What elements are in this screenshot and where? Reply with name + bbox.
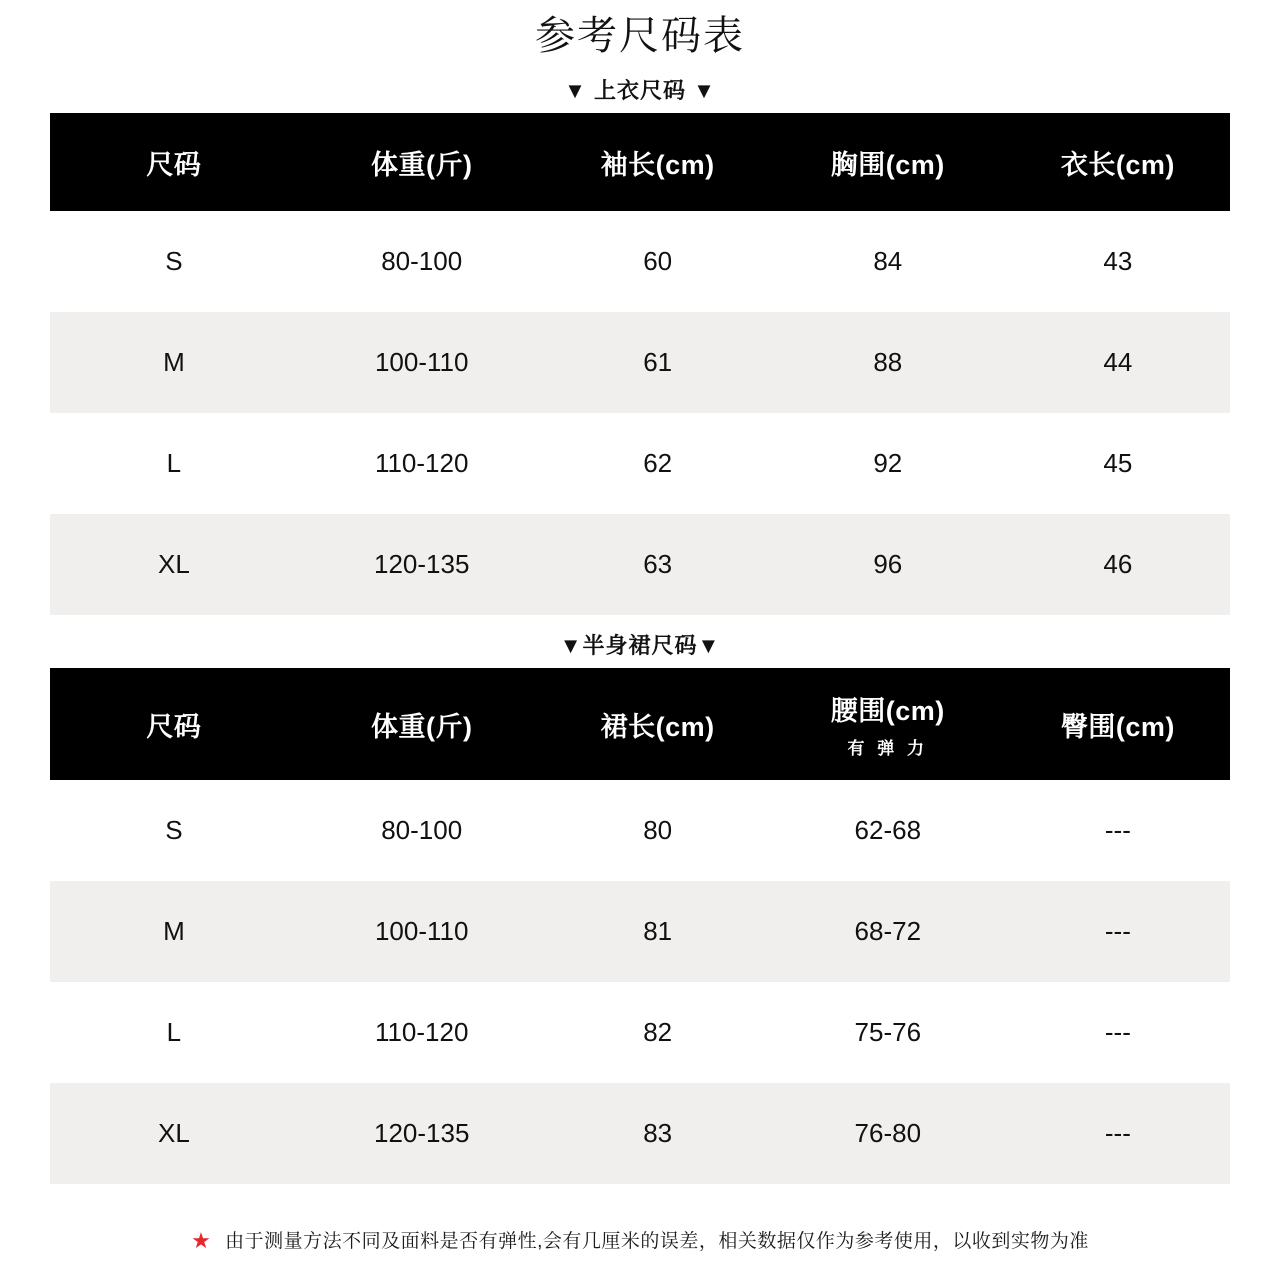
cell-waist: 62-68 — [770, 780, 1006, 881]
section-caption-tops: ▼ 上衣尺码 ▼ — [564, 78, 716, 103]
cell-top-length: 44 — [1006, 312, 1230, 413]
cell-sleeve-length: 61 — [546, 312, 770, 413]
tops-table-body — [50, 211, 1230, 615]
cell-weight: 100-110 — [298, 312, 546, 413]
skirt-table-header — [50, 668, 1230, 780]
cell-top-length: 43 — [1006, 211, 1230, 312]
table-header-row — [50, 113, 1230, 211]
cell-size: XL — [50, 1083, 298, 1184]
cell-weight: 100-110 — [298, 881, 546, 982]
cell-bust: 84 — [770, 211, 1006, 312]
table-row — [50, 982, 1230, 1083]
column-header-waist-note: 有 弹 力 — [847, 739, 928, 758]
skirt-size-table — [50, 668, 1230, 1184]
column-header-hip: 臀围(cm) — [1006, 668, 1230, 780]
cell-skirt-length: 83 — [546, 1083, 770, 1184]
section-caption-skirt: ▼半身裙尺码▼ — [559, 633, 721, 658]
column-header-weight: 体重(斤) — [298, 113, 546, 211]
cell-top-length: 45 — [1006, 413, 1230, 514]
footnote — [0, 1226, 1280, 1254]
table-row — [50, 881, 1230, 982]
cell-bust: 92 — [770, 413, 1006, 514]
cell-waist: 76-80 — [770, 1083, 1006, 1184]
cell-weight: 80-100 — [298, 211, 546, 312]
cell-weight: 110-120 — [298, 982, 546, 1083]
cell-skirt-length: 81 — [546, 881, 770, 982]
cell-size: XL — [50, 514, 298, 615]
column-header-size: 尺码 — [50, 668, 298, 780]
cell-top-length: 46 — [1006, 514, 1230, 615]
cell-hip: --- — [1006, 881, 1230, 982]
cell-weight: 120-135 — [298, 514, 546, 615]
column-header-top-length: 衣长(cm) — [1006, 113, 1230, 211]
cell-size: L — [50, 982, 298, 1083]
cell-size: M — [50, 881, 298, 982]
page-title: 参考尺码表 — [535, 14, 745, 58]
cell-waist: 75-76 — [770, 982, 1006, 1083]
column-header-skirt-length: 裙长(cm) — [546, 668, 770, 780]
column-header-size: 尺码 — [50, 113, 298, 211]
column-header-weight: 体重(斤) — [298, 668, 546, 780]
cell-skirt-length: 80 — [546, 780, 770, 881]
cell-size: M — [50, 312, 298, 413]
tops-size-table — [50, 113, 1230, 615]
cell-bust: 88 — [770, 312, 1006, 413]
footnote-text: 由于测量方法不同及面料是否有弹性,会有几厘米的误差，相关数据仅作为参考使用，以收到实物为准 — [225, 1231, 1089, 1252]
star-icon: ★ — [191, 1228, 212, 1253]
cell-bust: 96 — [770, 514, 1006, 615]
cell-sleeve-length: 63 — [546, 514, 770, 615]
cell-size: S — [50, 211, 298, 312]
cell-weight: 120-135 — [298, 1083, 546, 1184]
cell-weight: 110-120 — [298, 413, 546, 514]
column-header-bust: 胸围(cm) — [770, 113, 1006, 211]
column-header-waist — [770, 668, 1006, 780]
column-header-sleeve-length: 袖长(cm) — [546, 113, 770, 211]
cell-sleeve-length: 60 — [546, 211, 770, 312]
column-header-waist-label: 腰围(cm) — [830, 696, 945, 726]
table-row — [50, 780, 1230, 881]
cell-waist: 68-72 — [770, 881, 1006, 982]
tops-table-header — [50, 113, 1230, 211]
table-header-row — [50, 668, 1230, 780]
cell-hip: --- — [1006, 780, 1230, 881]
table-row — [50, 211, 1230, 312]
cell-hip: --- — [1006, 982, 1230, 1083]
table-row — [50, 514, 1230, 615]
cell-hip: --- — [1006, 1083, 1230, 1184]
table-row — [50, 1083, 1230, 1184]
table-row — [50, 312, 1230, 413]
cell-skirt-length: 82 — [546, 982, 770, 1083]
skirt-table-body — [50, 780, 1230, 1184]
table-row — [50, 413, 1230, 514]
cell-size: S — [50, 780, 298, 881]
cell-weight: 80-100 — [298, 780, 546, 881]
cell-sleeve-length: 62 — [546, 413, 770, 514]
cell-size: L — [50, 413, 298, 514]
